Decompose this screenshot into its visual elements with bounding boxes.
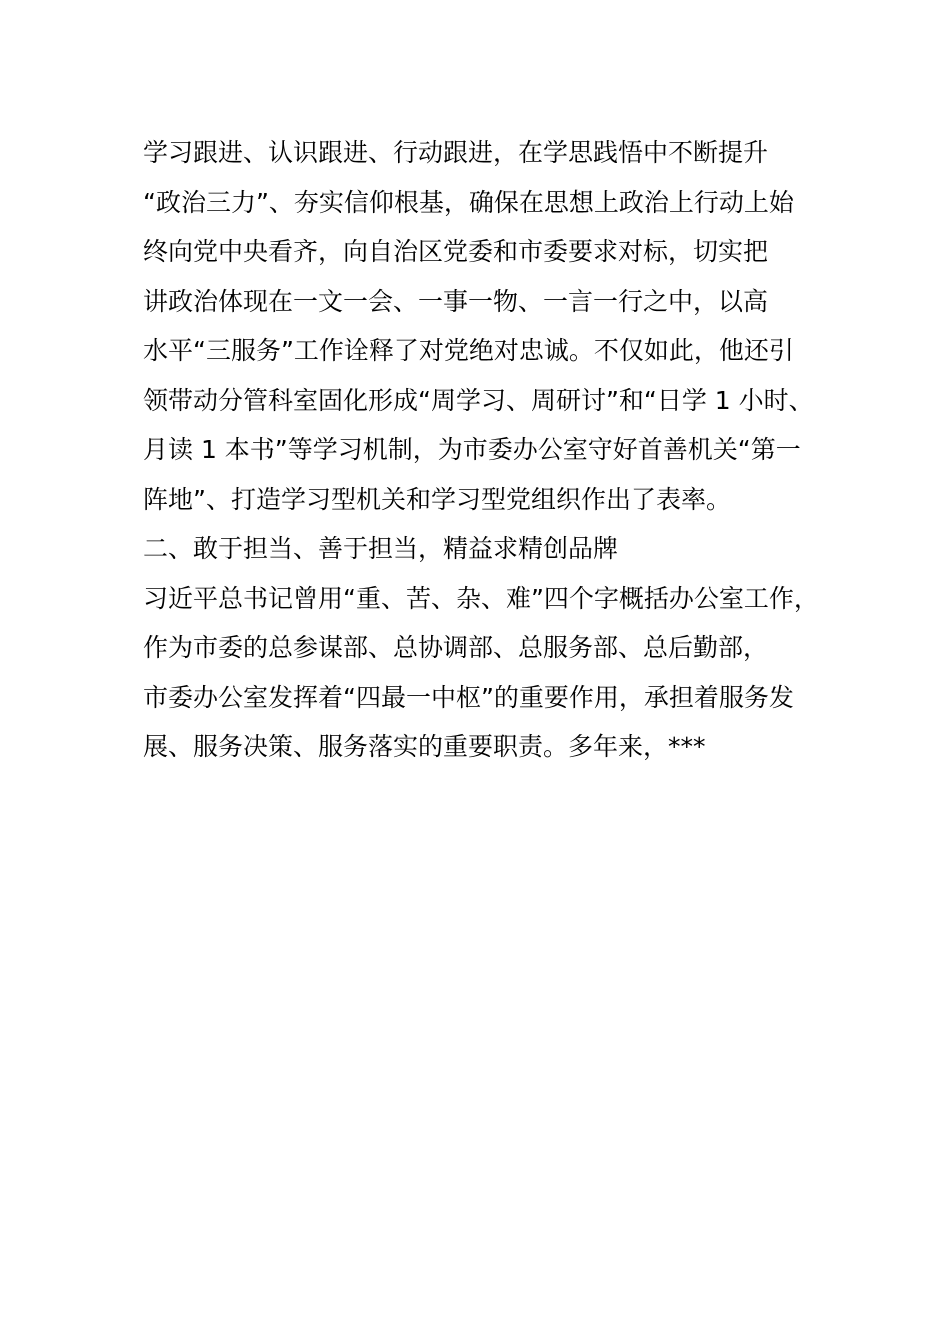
text-line: 展、服务决策、服务落实的重要职责。多年来，*** [143,732,706,761]
text-line: 学习跟进、认识跟进、行动跟进，在学思践悟中不断提升 [143,138,769,167]
text-line: 阵地”、打造学习型机关和学习型党组织作出了表率。 [143,484,731,514]
text-line: 领带动分管科室固化形成“周学习、周研讨”和“日学 1 小时、 [143,385,814,415]
text-line: 水平“三服务”工作诠释了对党绝对忠诚。不仅如此，他还引 [143,336,794,365]
section-heading: 二、敢于担当、善于担当，精益求精创品牌 [143,534,619,563]
text-line: 作为市委的总参谋部、总协调部、总服务部、总后勤部， [143,633,769,662]
body-text [143,128,843,772]
text-line: 讲政治体现在一文一会、一事一物、一言一行之中，以高 [143,286,769,316]
text-line: 习近平总书记曾用“重、苦、杂、难”四个字概括办公室工作， [143,583,819,613]
text-line: 市委办公室发挥着“四最一中枢”的重要作用，承担着服务发 [143,682,794,712]
text-line: 月读 1 本书”等学习机制，为市委办公室守好首善机关“第一 [143,435,801,464]
text-line: 终向党中央看齐，向自治区党委和市委要求对标，切实把 [143,237,769,266]
text-line: “政治三力”、夯实信仰根基，确保在思想上政治上行动上始 [143,187,794,217]
